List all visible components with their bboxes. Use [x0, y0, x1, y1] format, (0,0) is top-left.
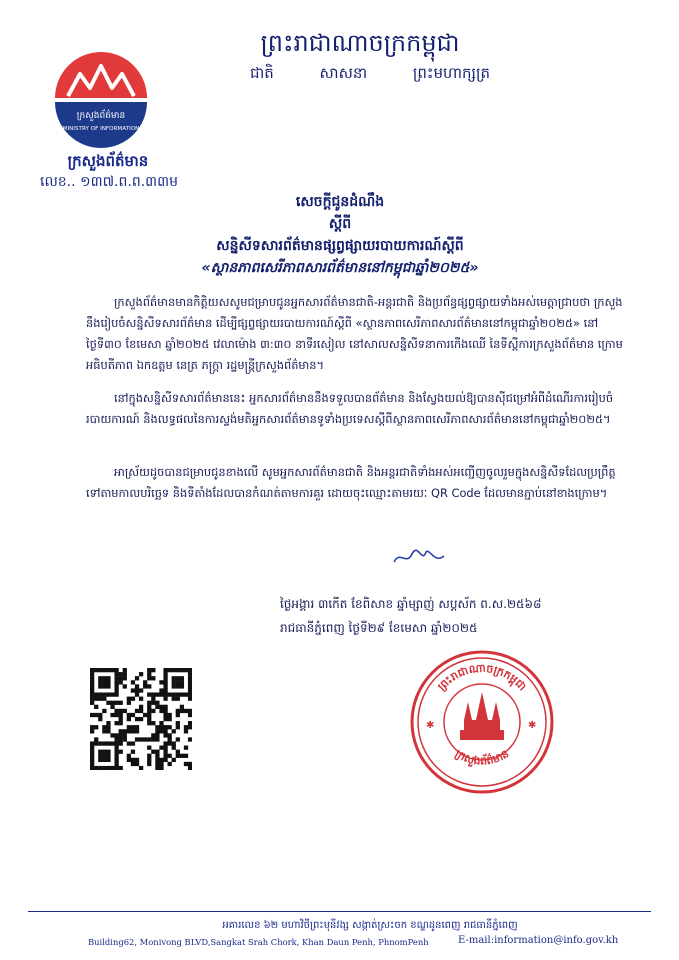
notice-title: សេចក្តីជូនដំណឹង [295, 194, 385, 210]
body-paragraph-3 [86, 462, 628, 504]
notice-subject-label: ស្តីពី [328, 216, 352, 232]
official-seal [408, 648, 556, 796]
body-paragraph-2 [86, 388, 628, 430]
svg-text:ក្រសួងព័ត៌មាន [453, 747, 512, 768]
svg-text:✱: ✱ [426, 720, 435, 731]
national-motto [250, 64, 490, 86]
svg-text:✱: ✱ [528, 720, 537, 731]
motto-king: ព្រះមហាក្សត្រ [412, 64, 490, 82]
ministry-name: ក្រសួងព័ត៌មាន [67, 152, 149, 170]
notice-subject-report: «ស្ថានភាពសេរីភាពសារព័ត៌មាននៅកម្ពុជាឆ្នាំ២០២៥» [201, 260, 479, 276]
footer-address-en: Building62, Monivong BLVD,Sangkat Srah Chork, Khan Daun Penh, PhnomPenh [88, 937, 429, 947]
ministry-logo-icon [46, 46, 156, 156]
paragraph-2-text: នៅក្នុងសន្និសីទសារព័ត៌មាននេះ អ្នកសារព័ត៌មាននឹងទទួលបានព័ត៌មាន និងស្វែងយល់ឱ្យបានស៊ីជម្រៅអំពីដំណើរការរៀបចំរបាយការណ៍ និងលទ្ធផលនៃការស្ទង់មតិអ្នកសារព័ត៌មានទូទាំងប្រទេសស្តីពីស្ថានភាពសេរីភាពសារព័ត៌មាននៅកម្ពុជាឆ្នាំ២០២៥។ [86, 391, 614, 426]
notice-subject: សន្និសីទសារព័ត៌មានផ្សព្វផ្សាយរបាយការណ៍ស្តីពី [216, 238, 464, 254]
paragraph-1-text: ក្រសួងព័ត៌មានមានកិត្តិយសសូមជម្រាបជូនអ្នកសារព័ត៌មានជាតិ-អន្តរជាតិ និងប្រព័ន្ធផ្សព្វផ្សាយទាំងអស់មេត្តាជ្រាបថា ក្រសួងនឹងរៀបចំសន្និសីទសារព័ត៌មាន ដើម្បីផ្សព្វផ្សាយរបាយការណ៍ស្តីពី «ស្ថានភាពសេរីភាពសារព័ត៌មាននៅកម្ពុជាឆ្នាំ២០២៥» នៅថ្ងៃទី៣០ ខែមេសា ឆ្នាំ២០២៥ វេលាម៉ោង ៣:៣០ នាទីរសៀល នៅសាលសន្និសីទនាការកើងឈើ នៃទីស្តីការក្រសួងព័ត៌មាន ក្រោមអធិបតីភាព ឯកឧត្តម នេត្រ ភក្ត្រា រដ្ឋមន្ត្រីក្រសួងព័ត៌មាន។ [86, 295, 623, 372]
registration-qr-code[interactable] [90, 668, 192, 770]
reference-number: លេខ.. ១៣៧.ព.ព.៣៣ម [40, 174, 178, 190]
footer-email[interactable]: E-mail:information@info.gov.kh [458, 935, 619, 946]
qr-code-icon [90, 668, 192, 770]
seal-top-text: ព្រះរាជាណាចក្រកម្ពុជា [435, 661, 530, 694]
ministry-logo [46, 46, 156, 156]
logo-text-en: MINISTRY OF INFORMATION [62, 126, 140, 132]
seal-stamp-icon [408, 648, 556, 796]
footer-address-kh: អគារលេខ ៦២ មហាវិថីព្រះមុនីវង្ស សង្កាត់ស្រះចក ខណ្ឌដូនពេញ រាជធានីភ្នំពេញ [222, 920, 518, 931]
paragraph-3-text: អាស្រ័យដូចបានជម្រាបជូនខាងលើ សូមអ្នកសារព័ត៌មានជាតិ និងអន្តរជាតិទាំងអស់អញ្ជើញចូលរួមក្នុងសន្និសីទដែលប្រព្រឹត្តទៅតាមកាលបរិច្ឆេទ និងទីតាំងដែលបានកំណត់តាមការគួរ ដោយចុះឈ្មោះតាមរយៈ QR Code ដែលមានភ្ជាប់នៅខាងក្រោម។ [86, 465, 616, 500]
seal-bottom-text: ក្រសួងព័ត៌មាន [452, 747, 512, 768]
logo-text-kh: ក្រសួងព័ត៌មាន [76, 111, 126, 121]
lunar-date: ថ្ងៃអង្គារ ៣កើត ខែពិសាខ ឆ្នាំម្សាញ់ សប្តស័ក ព.ស.២៥៦៨ [280, 597, 542, 611]
initials-signature [390, 546, 448, 568]
motto-religion: សាសនា [319, 64, 368, 82]
place-and-date: រាជធានីភ្នំពេញ ថ្ងៃទី២៩ ខែមេសា ឆ្នាំ២០២៥ [280, 621, 478, 635]
motto-nation: ជាតិ [250, 64, 274, 82]
footer-divider [28, 911, 651, 912]
kingdom-title: ព្រះរាជាណាចក្រកម្ពុជា [260, 29, 460, 57]
body-paragraph-1 [86, 292, 628, 376]
